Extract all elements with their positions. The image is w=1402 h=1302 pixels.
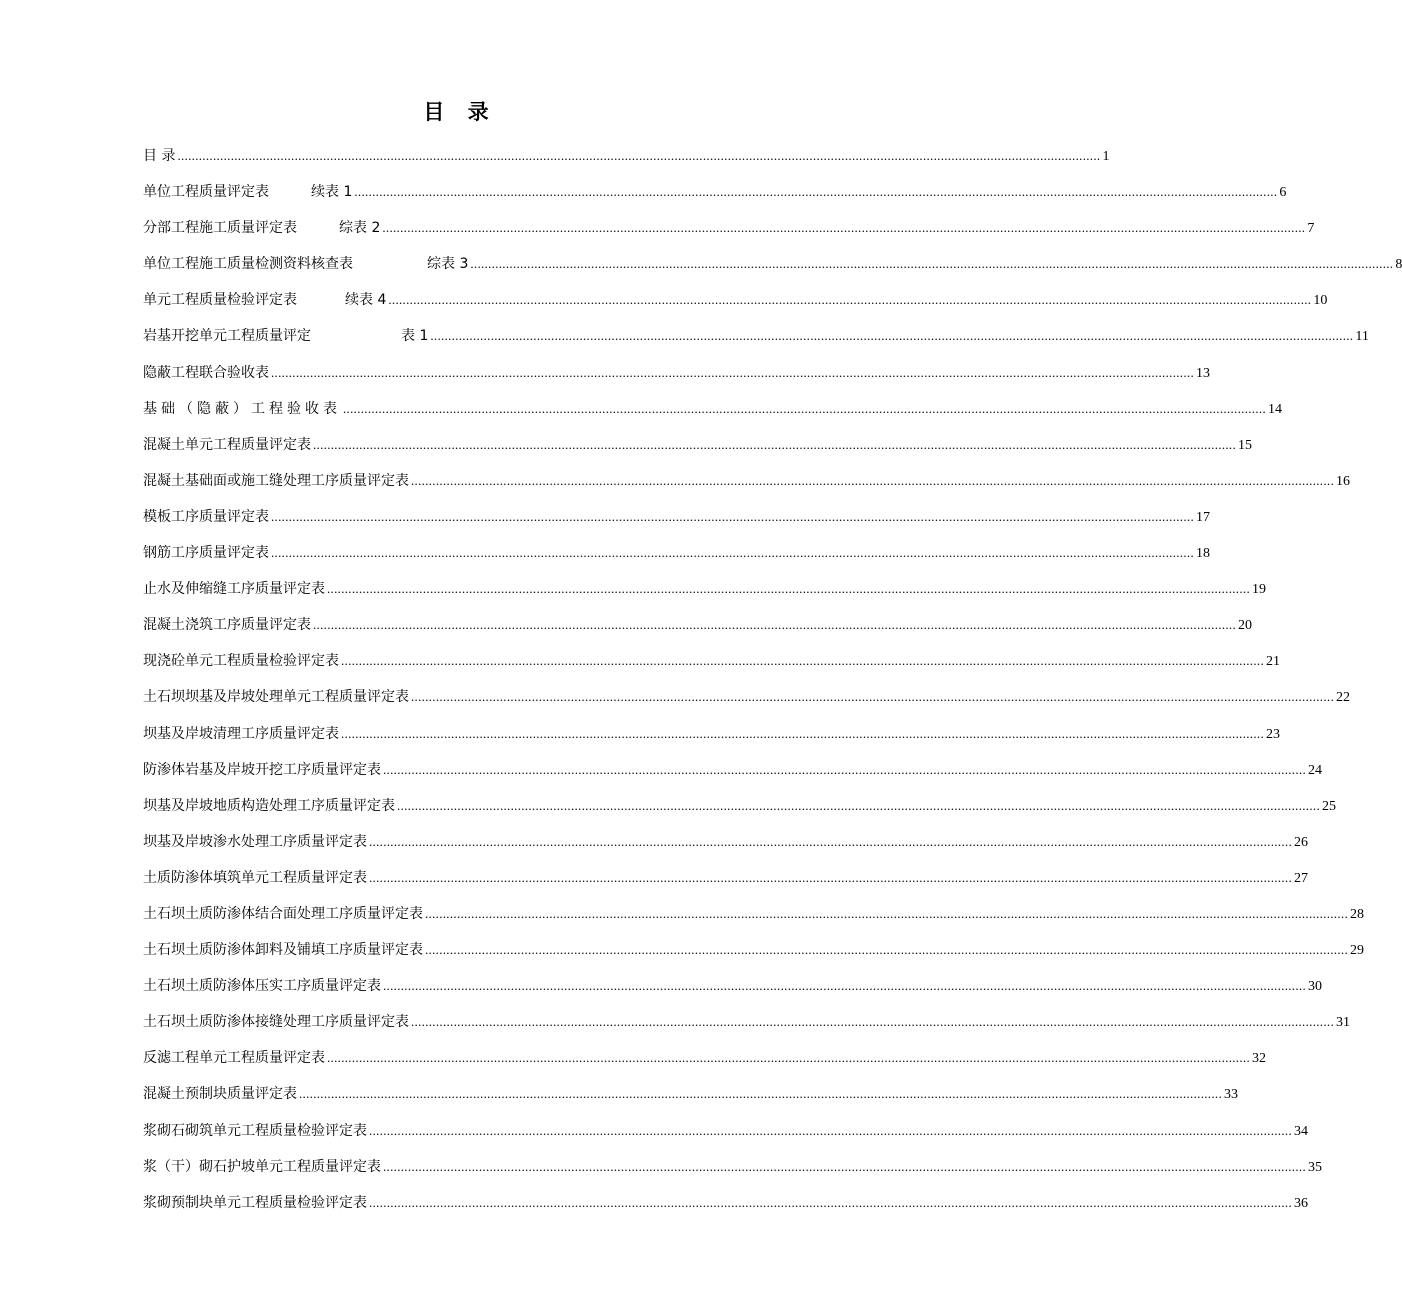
toc-entry-suffix: 表 1 — [401, 328, 429, 345]
toc-page-number: 20 — [1238, 618, 1252, 634]
toc-page-number: 29 — [1350, 943, 1364, 959]
toc-entry-title: 混凝土浇筑工序质量评定表 — [143, 617, 311, 634]
toc-entry-title: 坝基及岸坡地质构造处理工序质量评定表 — [143, 797, 395, 814]
toc-page-number: 34 — [1294, 1123, 1308, 1139]
toc-entry[interactable] — [143, 571, 1266, 607]
toc-page-number: 11 — [1355, 329, 1369, 345]
toc-entry[interactable] — [143, 138, 1110, 174]
dot-leader: .................................................................................................................................................................................................................................................................... — [299, 1086, 1222, 1102]
toc-entry[interactable] — [143, 1004, 1350, 1040]
dot-leader: .................................................................................................................................................................................................................................................................... — [271, 508, 1194, 524]
toc-entry[interactable] — [143, 391, 1282, 427]
toc-page-number: 15 — [1238, 437, 1252, 453]
toc-entry-title: 岩基开挖单元工程质量评定 — [143, 328, 311, 345]
toc-entry-title: 土石坝土质防渗体压实工序质量评定表 — [143, 978, 381, 995]
toc-entry-title: 土石坝坝基及岸坡处理单元工程质量评定表 — [143, 689, 409, 706]
dot-leader: .................................................................................................................................................................................................................................................................... — [425, 942, 1348, 958]
toc-page-number: 25 — [1322, 798, 1336, 814]
toc-page-number: 24 — [1308, 762, 1322, 778]
dot-leader: .................................................................................................................................................................................................................................................................... — [382, 220, 1306, 236]
toc-entry-title: 单元工程质量检验评定表 — [143, 292, 297, 309]
dot-leader: .................................................................................................................................................................................................................................................................... — [271, 364, 1194, 380]
toc-page-number: 16 — [1336, 473, 1350, 489]
toc-entry-title: 土石坝土质防渗体接缝处理工序质量评定表 — [143, 1014, 409, 1031]
toc-entry-title: 单位工程施工质量检测资料核查表 — [143, 256, 353, 273]
toc-entry[interactable] — [143, 174, 1287, 210]
toc-entry-title: 坝基及岸坡清理工序质量评定表 — [143, 725, 339, 742]
toc-entry[interactable] — [143, 210, 1315, 246]
dot-leader: .................................................................................................................................................................................................................................................................... — [411, 1014, 1334, 1030]
toc-entry-title: 隐蔽工程联合验收表 — [143, 364, 269, 381]
toc-entry-title: 基础（隐蔽）工程验收表 — [143, 400, 341, 417]
dot-leader: .................................................................................................................................................................................................................................................................... — [470, 256, 1394, 272]
toc-entry[interactable] — [143, 860, 1308, 896]
dot-leader: .................................................................................................................................................................................................................................................................... — [369, 869, 1292, 885]
toc-entry-title: 单位工程质量评定表 — [143, 184, 269, 201]
toc-entry-title: 防渗体岩基及岸坡开挖工序质量评定表 — [143, 761, 381, 778]
dot-leader: .................................................................................................................................................................................................................................................................... — [383, 978, 1306, 994]
toc-page-number: 17 — [1196, 509, 1210, 525]
dot-leader: .................................................................................................................................................................................................................................................................... — [177, 148, 1101, 163]
dot-leader: .................................................................................................................................................................................................................................................................... — [411, 689, 1334, 705]
dot-leader: .................................................................................................................................................................................................................................................................... — [388, 292, 1312, 308]
toc-page-number: 6 — [1279, 185, 1287, 201]
toc-entry-suffix: 综表 3 — [427, 256, 469, 273]
toc-entry[interactable] — [143, 1185, 1308, 1221]
dot-leader: .................................................................................................................................................................................................................................................................... — [369, 1194, 1292, 1210]
toc-entry[interactable] — [143, 643, 1280, 679]
dot-leader: .................................................................................................................................................................................................................................................................... — [313, 436, 1236, 452]
toc-entry[interactable] — [143, 896, 1364, 932]
toc-entry[interactable] — [143, 968, 1322, 1004]
toc-page-number: 28 — [1350, 906, 1364, 922]
toc-entry[interactable] — [143, 716, 1280, 752]
toc-page-number: 7 — [1307, 221, 1315, 237]
toc-entry-title: 浆砌石砌筑单元工程质量检验评定表 — [143, 1122, 367, 1139]
toc-page-number: 1 — [1102, 149, 1110, 164]
toc-entry-title: 钢筋工序质量评定表 — [143, 545, 269, 562]
toc-entry[interactable] — [143, 607, 1252, 643]
toc-page-number: 21 — [1266, 654, 1280, 670]
toc-page-number: 19 — [1252, 582, 1266, 598]
toc-page-number: 31 — [1336, 1015, 1350, 1031]
toc-entry-title: 土石坝土质防渗体结合面处理工序质量评定表 — [143, 905, 423, 922]
toc-page-number: 26 — [1294, 834, 1308, 850]
dot-leader: .................................................................................................................................................................................................................................................................... — [430, 328, 1354, 344]
toc-page-number: 14 — [1268, 401, 1282, 417]
toc-page-number: 23 — [1266, 726, 1280, 742]
toc-entry-title: 混凝土基础面或施工缝处理工序质量评定表 — [143, 472, 409, 489]
dot-leader: .................................................................................................................................................................................................................................................................... — [369, 1122, 1292, 1138]
toc-entry-title: 混凝土预制块质量评定表 — [143, 1086, 297, 1103]
toc-entry[interactable] — [143, 499, 1210, 535]
toc-entry-title: 坝基及岸坡渗水处理工序质量评定表 — [143, 833, 367, 850]
toc-entry[interactable] — [143, 463, 1350, 499]
toc-entry[interactable] — [143, 1113, 1308, 1149]
toc-entry[interactable] — [143, 282, 1328, 318]
toc-page-number: 36 — [1294, 1195, 1308, 1211]
dot-leader: .................................................................................................................................................................................................................................................................... — [313, 617, 1236, 633]
dot-leader: .................................................................................................................................................................................................................................................................... — [341, 725, 1264, 741]
toc-page-number: 32 — [1252, 1051, 1266, 1067]
toc-entry[interactable] — [143, 679, 1350, 715]
toc-entry-title: 止水及伸缩缝工序质量评定表 — [143, 581, 325, 598]
toc-entry-title: 浆砌预制块单元工程质量检验评定表 — [143, 1194, 367, 1211]
toc-entry[interactable] — [143, 535, 1210, 571]
dot-leader: .................................................................................................................................................................................................................................................................... — [411, 472, 1334, 488]
toc-entry[interactable] — [143, 1149, 1322, 1185]
toc-entry-title: 反滤工程单元工程质量评定表 — [143, 1050, 325, 1067]
dot-leader: .................................................................................................................................................................................................................................................................... — [343, 400, 1266, 416]
toc-page-number: 27 — [1294, 870, 1308, 886]
toc-page-number: 33 — [1224, 1087, 1238, 1103]
dot-leader: .................................................................................................................................................................................................................................................................... — [369, 833, 1292, 849]
toc-entry-title: 现浇砼单元工程质量检验评定表 — [143, 653, 339, 670]
dot-leader: .................................................................................................................................................................................................................................................................... — [327, 1050, 1250, 1066]
toc-entry-title: 浆（干）砌石护坡单元工程质量评定表 — [143, 1158, 381, 1175]
toc-page-number: 10 — [1313, 293, 1328, 309]
toc-entry[interactable] — [143, 1040, 1266, 1076]
toc-entry-title: 模板工序质量评定表 — [143, 508, 269, 525]
toc-entry-suffix: 综表 2 — [339, 220, 381, 237]
dot-leader: .................................................................................................................................................................................................................................................................... — [327, 581, 1250, 597]
toc-entry-title: 土石坝土质防渗体卸料及铺填工序质量评定表 — [143, 942, 423, 959]
toc-page-number: 30 — [1308, 979, 1322, 995]
toc-entry-title: 混凝土单元工程质量评定表 — [143, 436, 311, 453]
toc-entry-title: 目 录 — [143, 148, 176, 164]
toc-entry[interactable] — [143, 824, 1308, 860]
toc-page-number: 35 — [1308, 1159, 1322, 1175]
toc-page-number: 22 — [1336, 690, 1350, 706]
toc-entry[interactable] — [143, 355, 1210, 391]
toc-entry-suffix: 续表 1 — [311, 184, 353, 201]
dot-leader: .................................................................................................................................................................................................................................................................... — [341, 653, 1264, 669]
page-title: 目 录 — [423, 99, 497, 124]
toc-page-number: 18 — [1196, 546, 1210, 562]
toc-entry[interactable] — [143, 318, 1369, 354]
toc-page-number: 13 — [1196, 365, 1210, 381]
dot-leader: .................................................................................................................................................................................................................................................................... — [397, 797, 1320, 813]
toc-entry-title: 分部工程施工质量评定表 — [143, 220, 297, 237]
toc-entry[interactable] — [143, 752, 1322, 788]
toc-entry[interactable] — [143, 788, 1336, 824]
toc-entry[interactable] — [143, 1076, 1238, 1112]
dot-leader: .................................................................................................................................................................................................................................................................... — [354, 184, 1278, 200]
toc-entry-title: 土质防渗体填筑单元工程质量评定表 — [143, 869, 367, 886]
dot-leader: .................................................................................................................................................................................................................................................................... — [425, 905, 1348, 921]
toc-entry[interactable] — [143, 246, 1402, 282]
dot-leader: .................................................................................................................................................................................................................................................................... — [383, 761, 1306, 777]
dot-leader: .................................................................................................................................................................................................................................................................... — [383, 1158, 1306, 1174]
table-of-contents — [143, 138, 1402, 1221]
toc-entry[interactable] — [143, 427, 1252, 463]
toc-entry-suffix: 续表 4 — [345, 292, 387, 309]
toc-entry[interactable] — [143, 932, 1364, 968]
toc-page-number: 8 — [1395, 257, 1402, 273]
dot-leader: .................................................................................................................................................................................................................................................................... — [271, 545, 1194, 561]
